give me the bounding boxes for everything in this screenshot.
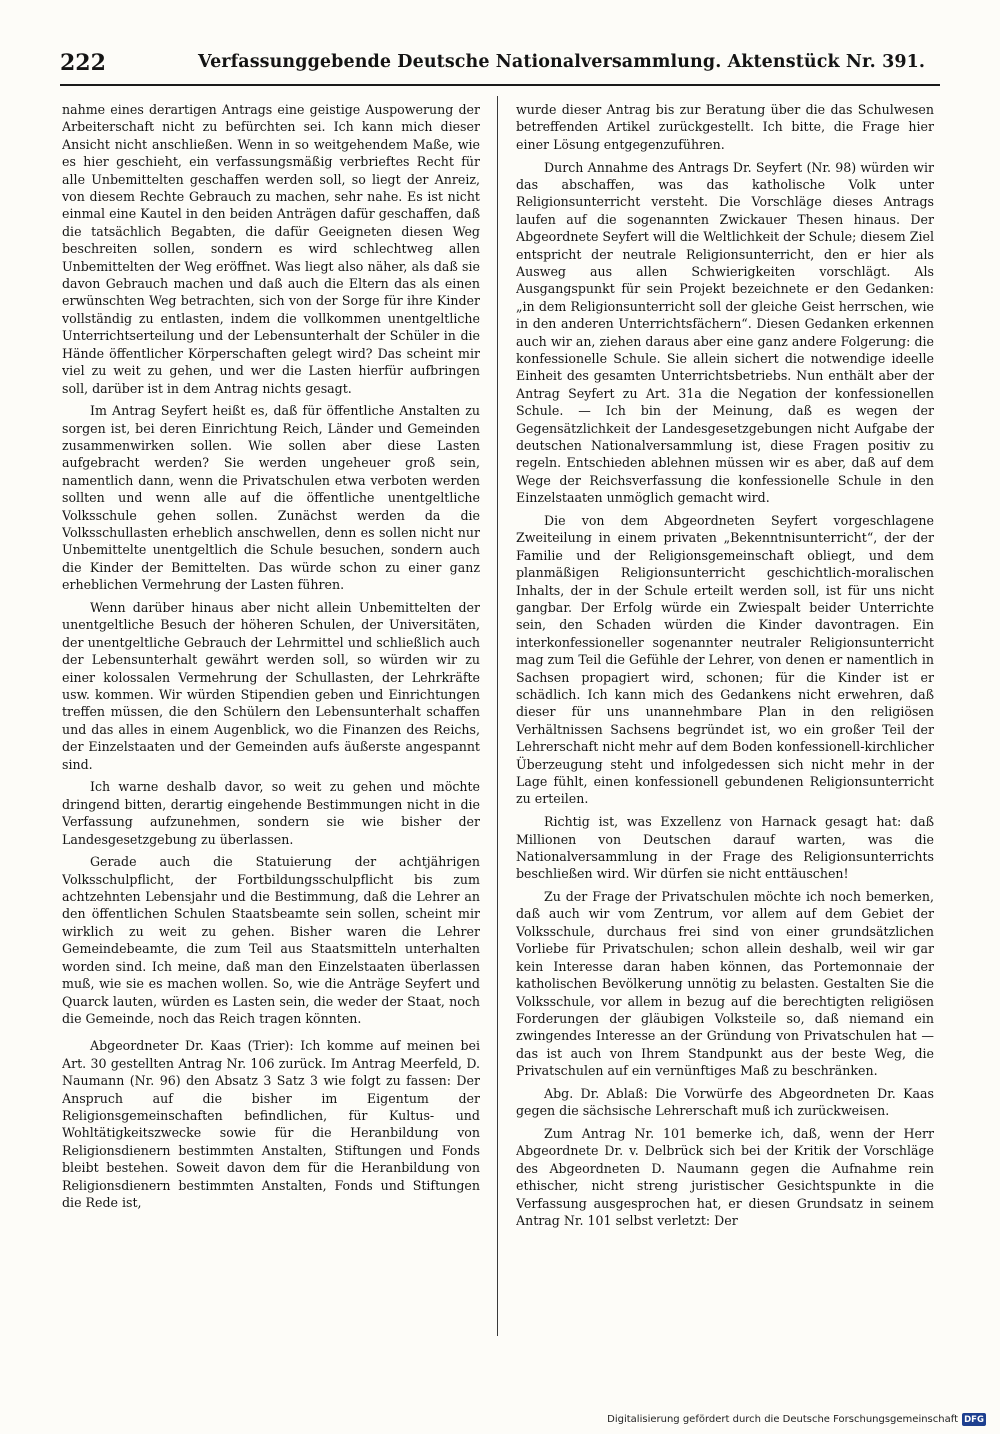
paragraph: Abg. Dr. Ablaß: Die Vorwürfe des Abgeordneten Dr. Kaas gegen die sächsische Lehrerschaft muß ich zurückweisen. xyxy=(516,1085,934,1119)
paragraph: Gerade auch die Statuierung der achtjährigen Volksschulpflicht, der Fortbildungsschulpflicht bis zum achtzehnten Lebensjahr und die Bestimmung, daß die Lehrer an den öffentlichen Schulen Staatsbeamte sein sollen, scheint mir wirklich zu weit zu gehen. Bisher waren die Lehrer Gemeindebeamte, die zum Teil aus Staatsmitteln unterhalten worden sind. Ich meine, daß man den Einzelstaaten überlassen muß, wie sie es machen wollen. So, wie die Anträge Seyfert und Quarck lauten, würden es Lasten sein, die weder der Staat, noch die Gemeinde, noch das Reich tragen könnten. xyxy=(62,854,480,1026)
dfg-logo-icon: DFG xyxy=(962,1413,986,1426)
paragraph: Abgeordneter Dr. Kaas (Trier): Ich komme auf meinen bei Art. 30 gestellten Antrag Nr. 106 zurück. Im Antrag Meerfeld, D. Naumann (Nr. 96) den Absatz 3 Satz 3 wie folgt zu fassen: Der Anspruch auf die bisher im Eigentum der Religionsgemeinschaften befindlichen, für Kultus- und Wohltätigkeitszwecke sowie für die Heranbildung von Religionsdienern bestimmten Anstalten, Stiftungen und Fonds bleibt bestehen. Soweit davon dem für die Heranbildung von Religionsdienern bestimmten Anstalten, Fonds und Stiftungen die Rede ist, xyxy=(62,1038,480,1210)
page-number: 222 xyxy=(60,50,106,76)
footer-credit xyxy=(607,1413,986,1426)
paragraph: wurde dieser Antrag bis zur Beratung über die das Schulwesen betreffenden Artikel zurückgestellt. Ich bitte, die Frage hier einer Lösung entgegenzuführen. xyxy=(516,102,934,152)
paragraph: Wenn darüber hinaus aber nicht allein Unbemittelten der unentgeltliche Besuch der höheren Schulen, der Universitäten, der unentgeltliche Gebrauch der Lehrmittel und schließlich auch der Lebensunterhalt gewährt werden soll, so würden wir zu einer kolossalen Vermehrung der Schullasten, der Lehrkräfte usw. kommen. Wir würden Stipendien geben und Einrichtungen treffen müssen, die den Schülern den Lebensunterhalt schaffen und das alles in einem Augenblick, wo die Finanzen des Reichs, der Einzelstaaten und der Gemeinden aufs äußerste angespannt sind. xyxy=(62,599,480,772)
paragraph: Ich warne deshalb davor, so weit zu gehen und möchte dringend bitten, derartig eingehende Bestimmungen nicht in die Verfassung aufzunehmen, sondern sie wie bisher der Landesgesetzgebung zu überlassen. xyxy=(62,779,480,847)
paragraph: Im Antrag Seyfert heißt es, daß für öffentliche Anstalten zu sorgen ist, bei deren Einrichtung Reich, Länder und Gemeinden zusammenwirken sollen. Wie sollen aber diese Lasten aufgebracht werden? Sie werden ungeheuer groß sein, namentlich dann, wenn die Privatschulen etwa verboten werden sollten und wenn alle auf die öffentliche unentgeltliche Volksschule gehen sollen. Zunächst werden da die Volksschullasten erheblich anschwellen, denn es sollen nicht nur Unbemittelte unentgeltlich die Schule besuchen, sondern auch die Kinder der Bemittelten. Das würde schon zu einer ganz erheblichen Vermehrung der Lasten führen. xyxy=(62,403,480,593)
page-header xyxy=(60,44,940,86)
paragraph: Richtig ist, was Exzellenz von Harnack gesagt hat: daß Millionen von Deutschen darauf warten, was die Nationalversammlung in der Frage des Religionsunterrichts beschließen wird. Wir dürfen sie nicht enttäuschen! xyxy=(516,814,934,882)
column-divider xyxy=(497,96,498,1336)
right-column xyxy=(516,101,934,1336)
paragraph: Durch Annahme des Antrags Dr. Seyfert (Nr. 98) würden wir das abschaffen, was das katholische Volk unter Religionsunterricht versteht. Die Vorschläge dieses Antrags laufen auf die sogenannten Zwickauer Thesen hinaus. Der Abgeordnete Seyfert will die Weltlichkeit der Schule; diesem Ziel entspricht der neutrale Religionsunterricht, den er hier als Ausweg aus allen Schwierigkeiten vorschlägt. Als Ausgangspunkt für sein Projekt bezeichnete er den Gedanken: „in dem Religionsunterricht soll der gleiche Geist herrschen, wie in den anderen Unterrichtsfächern“. Diesen Gedanken erkennen auch wir an, ziehen daraus aber eine ganz andere Folgerung: die konfessionelle Schule. Sie allein sichert die notwendige ideelle Einheit des gesamten Unterrichtsbetriebs. Nun enthält aber der Antrag Seyfert zu Art. 31a die Negation der konfessionellen Schule. — Ich bin der Meinung, daß es wegen der Gegensätzlichkeit der Landesgesetzgebungen nicht Aufgabe der deutschen Nationalversammlung ist, diese Fragen positiv zu regeln. Entschieden ablehnen müssen wir es aber, daß auf dem Wege der Reichsverfassung die konfessionelle Schule in den Einzelstaaten unmöglich gemacht wird. xyxy=(516,159,934,506)
paragraph: Zum Antrag Nr. 101 bemerke ich, daß, wenn der Herr Abgeordnete Dr. v. Delbrück sich bei der Kritik der Vorschläge des Abgeordneten D. Naumann gegen die Aufnahme rein ethischer, nicht streng juristischer Gesichtspunkte in die Verfassung ausgesprochen hat, er diesen Grundsatz in seinem Antrag Nr. 101 selbst verletzt: Der xyxy=(516,1125,934,1228)
paragraph: nahme eines derartigen Antrags eine geistige Auspowerung der Arbeiterschaft nicht zu befürchten sei. Ich kann mich dieser Ansicht nicht anschließen. Wenn in so weitgehendem Maße, wie es hier geschieht, ein verfassungsmäßig verbrieftes Recht für alle Unbemittelten geschaffen werden soll, so liegt der Anreiz, von diesem Rechte Gebrauch zu machen, sehr nahe. Es ist nicht einmal eine Kautel in den beiden Anträgen dafür geschaffen, daß die tatsächlich Begabten, die dafür Geeigneten diesen Weg beschreiten sollen, sondern es wird schlechtweg allen Unbemittelten der Weg eröffnet. Was liegt also näher, als daß sie davon Gebrauch machen und daß auch die Eltern das als einen erwünschten Weg betrachten, sich von der Sorge für ihre Kinder vollständig zu entlasten, indem die vollkommen unentgeltliche Unterrichtserteilung und der Lebensunterhalt der Schüler in die Hände öffentlicher Körperschaften gelegt wird? Das scheint mir viel zu weit zu gehen, und wer die Lasten hierfür aufbringen soll, darüber ist in dem Antrag nichts gesagt. xyxy=(62,102,480,396)
paragraph: Die von dem Abgeordneten Seyfert vorgeschlagene Zweiteilung in einem privaten „Bekenntnisunterricht“, der der Familie und der Religionsgemeinschaft obliegt, und dem planmäßigen Religionsunterricht geschichtlich-moralischen Inhalts, der in der Schule erteilt werden soll, ist für uns nicht gangbar. Der Erfolg würde ein Zwiespalt beider Unterrichte sein, den Schaden würden die Kinder davontragen. Ein interkonfessioneller sogenannter neutraler Religionsunterricht mag zum Teil die Gefühle der Lehrer, von denen er namentlich in Sachsen propagiert wird, schonen; für die Kinder ist er schädlich. Ich kann mich des Gedankens nicht erwehren, daß dieser für uns unannehmbare Plan in den religiösen Verhältnissen Sachsens begründet ist, wo ein großer Teil der Lehrerschaft nicht mehr auf dem Boden konfessionell-kirchlicher Überzeugung steht und infolgedessen sich nicht mehr in der Lage fühlt, einen konfessionell gebundenen Religionsunterricht zu erteilen. xyxy=(516,512,934,807)
running-head: Verfassunggebende Deutsche Nationalversammlung. Aktenstück Nr. 391. xyxy=(198,52,926,72)
funding-credit-text: Digitalisierung gefördert durch die Deutsche Forschungsgemeinschaft xyxy=(607,1414,958,1425)
paragraph: Zu der Frage der Privatschulen möchte ich noch bemerken, daß auch wir vom Zentrum, vor allem auf dem Gebiet der Volksschule, durchaus frei sind von einer grundsätzlichen Vorliebe für Privatschulen; schon allein deshalb, weil wir gar kein Interesse daran haben können, das Portemonnaie der katholischen Bevölkerung unnötig zu belasten. Gestalten Sie die Volksschule, vor allem in bezug auf die berechtigten religiösen Forderungen der gläubigen Volksteile so, daß niemand ein zwingendes Interesse an der Gründung von Privatschulen hat — das ist auch von Ihrem Standpunkt aus der beste Weg, die Privatschulen auf ein vernünftiges Maß zu beschränken. xyxy=(516,889,934,1079)
left-column xyxy=(62,101,480,1336)
